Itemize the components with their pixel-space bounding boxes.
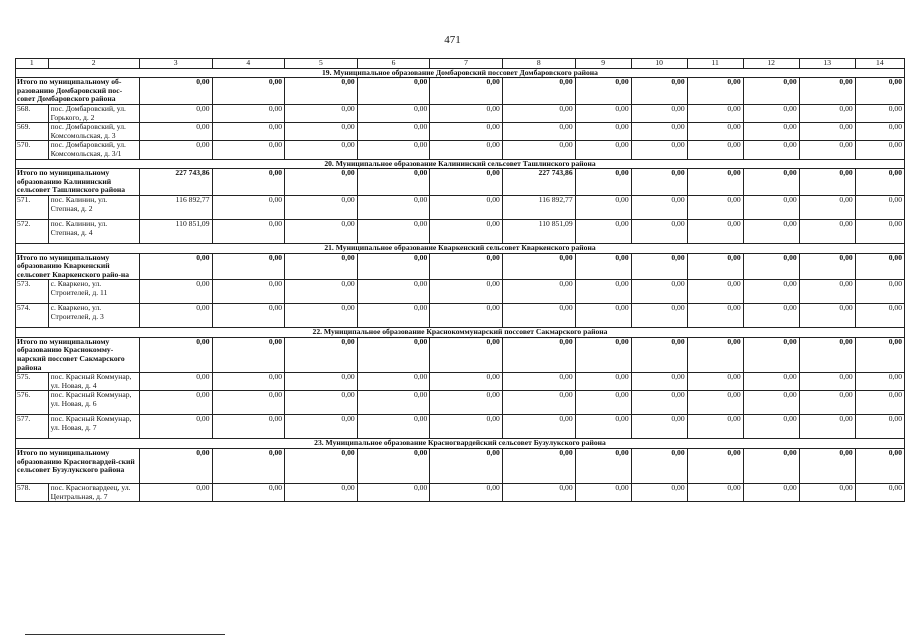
header-cell: 13 <box>799 59 855 69</box>
total-value: 0,00 <box>357 449 430 484</box>
row-value: 0,00 <box>430 195 503 219</box>
row-value: 0,00 <box>139 304 212 328</box>
row-value: 0,00 <box>212 195 285 219</box>
total-row <box>16 449 905 484</box>
total-value: 0,00 <box>430 253 503 280</box>
section-title: 19. Муниципальное образование Домбаровский поссовет Домбаровского района <box>16 68 905 78</box>
row-value: 0,00 <box>430 104 503 122</box>
row-value: 0,00 <box>743 391 799 415</box>
table-row <box>16 280 905 304</box>
row-value: 0,00 <box>430 415 503 439</box>
row-address: пос. Калинин, ул. Степная, д. 2 <box>48 195 139 219</box>
row-value: 0,00 <box>139 104 212 122</box>
row-value: 0,00 <box>502 104 575 122</box>
row-value: 0,00 <box>855 123 904 141</box>
row-number: 570. <box>16 141 49 159</box>
row-value: 0,00 <box>212 104 285 122</box>
row-value: 0,00 <box>357 304 430 328</box>
section-title-row <box>16 243 905 253</box>
row-value: 0,00 <box>799 104 855 122</box>
total-value: 0,00 <box>285 337 358 372</box>
table-body <box>16 59 905 502</box>
row-value: 0,00 <box>575 104 631 122</box>
row-number: 569. <box>16 123 49 141</box>
total-label: Итого по муниципальному образованию Краснокомму-нарский поссовет Сакмарского района <box>16 337 140 372</box>
row-value: 0,00 <box>631 304 687 328</box>
table-row <box>16 304 905 328</box>
total-label: Итого по муниципальному образованию Калининский сельсовет Ташлинского района <box>16 169 140 196</box>
row-address: пос. Калинин, ул. Степная, д. 4 <box>48 219 139 243</box>
total-value: 0,00 <box>799 337 855 372</box>
total-value: 0,00 <box>687 169 743 196</box>
table-row <box>16 141 905 159</box>
section-title: 21. Муниципальное образование Кваркенский сельсовет Кваркенского района <box>16 243 905 253</box>
row-value: 0,00 <box>285 280 358 304</box>
row-value: 0,00 <box>357 391 430 415</box>
section-title-row <box>16 159 905 169</box>
row-value: 0,00 <box>285 415 358 439</box>
row-value: 0,00 <box>139 123 212 141</box>
header-cell: 6 <box>357 59 430 69</box>
row-value: 0,00 <box>212 484 285 502</box>
row-value: 0,00 <box>687 104 743 122</box>
row-value: 0,00 <box>575 373 631 391</box>
row-value: 0,00 <box>285 195 358 219</box>
row-number: 572. <box>16 219 49 243</box>
row-address: пос. Домбаровский, ул. Горького, д. 2 <box>48 104 139 122</box>
row-value: 0,00 <box>631 391 687 415</box>
row-value: 0,00 <box>799 141 855 159</box>
row-value: 0,00 <box>743 280 799 304</box>
total-value: 0,00 <box>799 169 855 196</box>
total-value: 0,00 <box>855 169 904 196</box>
total-value: 0,00 <box>855 449 904 484</box>
table-row <box>16 104 905 122</box>
total-value: 0,00 <box>575 337 631 372</box>
header-cell: 14 <box>855 59 904 69</box>
row-value: 0,00 <box>575 219 631 243</box>
total-value: 0,00 <box>139 337 212 372</box>
row-number: 574. <box>16 304 49 328</box>
row-value: 0,00 <box>743 219 799 243</box>
header-cell: 9 <box>575 59 631 69</box>
row-value: 0,00 <box>502 123 575 141</box>
total-value: 227 743,86 <box>139 169 212 196</box>
total-value: 0,00 <box>502 253 575 280</box>
header-cell: 12 <box>743 59 799 69</box>
total-value: 0,00 <box>855 253 904 280</box>
row-number: 576. <box>16 391 49 415</box>
row-value: 0,00 <box>575 415 631 439</box>
total-value: 0,00 <box>139 449 212 484</box>
section-title-row <box>16 328 905 338</box>
row-value: 0,00 <box>575 280 631 304</box>
row-value: 110 851,09 <box>502 219 575 243</box>
row-value: 0,00 <box>285 391 358 415</box>
row-value: 0,00 <box>631 104 687 122</box>
total-value: 0,00 <box>502 78 575 105</box>
total-value: 0,00 <box>212 78 285 105</box>
total-value: 0,00 <box>855 337 904 372</box>
row-value: 0,00 <box>687 373 743 391</box>
row-value: 0,00 <box>285 484 358 502</box>
row-value: 0,00 <box>799 415 855 439</box>
total-value: 0,00 <box>285 169 358 196</box>
row-number: 575. <box>16 373 49 391</box>
total-value: 0,00 <box>430 78 503 105</box>
total-value: 0,00 <box>631 449 687 484</box>
row-value: 0,00 <box>631 219 687 243</box>
total-value: 0,00 <box>575 169 631 196</box>
total-value: 0,00 <box>631 253 687 280</box>
header-cell: 3 <box>139 59 212 69</box>
row-value: 116 892,77 <box>502 195 575 219</box>
row-value: 0,00 <box>799 280 855 304</box>
total-value: 0,00 <box>631 169 687 196</box>
total-value: 0,00 <box>357 78 430 105</box>
table-row <box>16 195 905 219</box>
row-value: 0,00 <box>139 141 212 159</box>
row-value: 0,00 <box>357 280 430 304</box>
table-row <box>16 415 905 439</box>
total-value: 0,00 <box>285 449 358 484</box>
header-cell: 8 <box>502 59 575 69</box>
total-value: 227 743,86 <box>502 169 575 196</box>
row-value: 0,00 <box>357 219 430 243</box>
total-label: Итого по муниципальному образованию Кваркенский сельсовет Кваркенского райо-на <box>16 253 140 280</box>
section-title: 22. Муниципальное образование Краснокоммунарский поссовет Сакмарского района <box>16 328 905 338</box>
page-number: 471 <box>444 34 461 46</box>
row-value: 0,00 <box>687 280 743 304</box>
total-value: 0,00 <box>743 337 799 372</box>
row-value: 0,00 <box>687 123 743 141</box>
total-label: Итого по муниципальному образованию Красногвардей-ский сельсовет Бузулукского района <box>16 449 140 484</box>
total-value: 0,00 <box>430 449 503 484</box>
row-value: 0,00 <box>139 415 212 439</box>
row-value: 0,00 <box>631 373 687 391</box>
row-value: 0,00 <box>799 195 855 219</box>
row-value: 0,00 <box>430 219 503 243</box>
total-row <box>16 78 905 105</box>
row-value: 0,00 <box>743 141 799 159</box>
row-value: 0,00 <box>357 141 430 159</box>
row-value: 0,00 <box>631 484 687 502</box>
row-address: пос. Домбаровский, ул. Комсомольская, д. 3 <box>48 123 139 141</box>
row-value: 0,00 <box>212 415 285 439</box>
row-value: 0,00 <box>743 104 799 122</box>
row-value: 116 892,77 <box>139 195 212 219</box>
row-value: 0,00 <box>357 195 430 219</box>
row-value: 0,00 <box>430 373 503 391</box>
row-value: 0,00 <box>855 141 904 159</box>
row-value: 0,00 <box>285 304 358 328</box>
row-value: 0,00 <box>743 484 799 502</box>
section-title-row <box>16 68 905 78</box>
total-value: 0,00 <box>631 337 687 372</box>
table-row <box>16 219 905 243</box>
total-value: 0,00 <box>139 253 212 280</box>
total-value: 0,00 <box>743 449 799 484</box>
row-value: 0,00 <box>285 219 358 243</box>
total-value: 0,00 <box>430 169 503 196</box>
row-value: 0,00 <box>139 280 212 304</box>
row-value: 0,00 <box>855 484 904 502</box>
row-value: 0,00 <box>212 280 285 304</box>
row-value: 0,00 <box>575 484 631 502</box>
total-value: 0,00 <box>212 253 285 280</box>
row-value: 0,00 <box>139 373 212 391</box>
row-value: 0,00 <box>575 195 631 219</box>
total-value: 0,00 <box>212 169 285 196</box>
table-row <box>16 373 905 391</box>
total-value: 0,00 <box>855 78 904 105</box>
row-value: 0,00 <box>430 280 503 304</box>
row-value: 0,00 <box>212 123 285 141</box>
row-value: 0,00 <box>855 195 904 219</box>
row-value: 0,00 <box>743 123 799 141</box>
row-value: 0,00 <box>855 280 904 304</box>
row-value: 0,00 <box>430 304 503 328</box>
row-number: 578. <box>16 484 49 502</box>
row-value: 0,00 <box>743 373 799 391</box>
row-value: 0,00 <box>502 304 575 328</box>
row-value: 0,00 <box>285 141 358 159</box>
row-value: 0,00 <box>285 123 358 141</box>
row-value: 0,00 <box>357 373 430 391</box>
row-value: 0,00 <box>357 415 430 439</box>
row-value: 0,00 <box>430 141 503 159</box>
total-value: 0,00 <box>799 449 855 484</box>
total-value: 0,00 <box>357 253 430 280</box>
row-value: 0,00 <box>430 123 503 141</box>
row-value: 0,00 <box>631 280 687 304</box>
row-value: 0,00 <box>799 219 855 243</box>
data-table <box>15 58 905 502</box>
total-value: 0,00 <box>357 337 430 372</box>
row-address: пос. Красный Коммунар, ул. Новая, д. 6 <box>48 391 139 415</box>
row-value: 0,00 <box>855 373 904 391</box>
total-row <box>16 253 905 280</box>
row-value: 0,00 <box>687 141 743 159</box>
row-value: 0,00 <box>687 195 743 219</box>
header-cell: 7 <box>430 59 503 69</box>
total-value: 0,00 <box>743 253 799 280</box>
row-value: 0,00 <box>502 373 575 391</box>
row-value: 0,00 <box>799 391 855 415</box>
header-cell: 5 <box>285 59 358 69</box>
total-value: 0,00 <box>743 169 799 196</box>
total-value: 0,00 <box>687 337 743 372</box>
row-value: 0,00 <box>687 219 743 243</box>
row-value: 0,00 <box>212 141 285 159</box>
row-value: 0,00 <box>575 123 631 141</box>
total-value: 0,00 <box>799 78 855 105</box>
row-value: 0,00 <box>139 391 212 415</box>
row-value: 0,00 <box>855 104 904 122</box>
row-number: 568. <box>16 104 49 122</box>
total-value: 0,00 <box>743 78 799 105</box>
section-title: 23. Муниципальное образование Красногвардейский сельсовет Бузулукского района <box>16 439 905 449</box>
total-row <box>16 169 905 196</box>
table-row <box>16 484 905 502</box>
footer-divider <box>25 634 225 635</box>
row-value: 0,00 <box>357 123 430 141</box>
row-value: 0,00 <box>631 141 687 159</box>
row-value: 0,00 <box>285 104 358 122</box>
total-value: 0,00 <box>575 253 631 280</box>
total-value: 0,00 <box>430 337 503 372</box>
header-cell: 11 <box>687 59 743 69</box>
row-value: 0,00 <box>502 484 575 502</box>
row-number: 571. <box>16 195 49 219</box>
total-value: 0,00 <box>285 253 358 280</box>
table-row <box>16 123 905 141</box>
row-number: 573. <box>16 280 49 304</box>
row-value: 0,00 <box>855 391 904 415</box>
total-value: 0,00 <box>687 449 743 484</box>
row-value: 0,00 <box>212 304 285 328</box>
header-cell: 10 <box>631 59 687 69</box>
row-value: 0,00 <box>855 415 904 439</box>
row-value: 0,00 <box>799 484 855 502</box>
section-title-row <box>16 439 905 449</box>
total-value: 0,00 <box>212 337 285 372</box>
total-value: 0,00 <box>285 78 358 105</box>
row-address: с. Кваркено, ул. Строителей, д. 3 <box>48 304 139 328</box>
total-value: 0,00 <box>687 253 743 280</box>
row-address: пос. Красный Коммунар, ул. Новая, д. 7 <box>48 415 139 439</box>
row-value: 0,00 <box>285 373 358 391</box>
total-value: 0,00 <box>687 78 743 105</box>
header-row <box>16 59 905 69</box>
total-value: 0,00 <box>139 78 212 105</box>
row-value: 0,00 <box>502 415 575 439</box>
row-value: 0,00 <box>799 304 855 328</box>
total-value: 0,00 <box>212 449 285 484</box>
total-value: 0,00 <box>799 253 855 280</box>
row-value: 0,00 <box>631 195 687 219</box>
row-value: 0,00 <box>631 415 687 439</box>
row-value: 0,00 <box>855 304 904 328</box>
total-value: 0,00 <box>575 449 631 484</box>
total-label: Итого по муниципальному об-разованию Домбаровский пос-совет Домбаровского района <box>16 78 140 105</box>
header-cell: 1 <box>16 59 49 69</box>
row-value: 110 851,09 <box>139 219 212 243</box>
row-value: 0,00 <box>799 123 855 141</box>
row-value: 0,00 <box>575 304 631 328</box>
row-value: 0,00 <box>799 373 855 391</box>
total-value: 0,00 <box>502 449 575 484</box>
row-value: 0,00 <box>743 415 799 439</box>
row-value: 0,00 <box>687 415 743 439</box>
row-value: 0,00 <box>212 219 285 243</box>
row-value: 0,00 <box>212 391 285 415</box>
row-value: 0,00 <box>687 391 743 415</box>
row-address: пос. Красногвардеец, ул. Центральная, д. 7 <box>48 484 139 502</box>
row-address: пос. Красный Коммунар, ул. Новая, д. 4 <box>48 373 139 391</box>
row-value: 0,00 <box>743 195 799 219</box>
row-value: 0,00 <box>357 104 430 122</box>
total-value: 0,00 <box>631 78 687 105</box>
row-value: 0,00 <box>502 141 575 159</box>
row-value: 0,00 <box>575 141 631 159</box>
row-address: пос. Домбаровский, ул. Комсомольская, д. 3/1 <box>48 141 139 159</box>
row-value: 0,00 <box>855 219 904 243</box>
section-title: 20. Муниципальное образование Калининский сельсовет Ташлинского района <box>16 159 905 169</box>
table-row <box>16 391 905 415</box>
row-address: с. Кваркено, ул. Строителей, д. 11 <box>48 280 139 304</box>
row-value: 0,00 <box>212 373 285 391</box>
row-value: 0,00 <box>430 484 503 502</box>
row-value: 0,00 <box>430 391 503 415</box>
row-value: 0,00 <box>357 484 430 502</box>
row-value: 0,00 <box>502 391 575 415</box>
row-value: 0,00 <box>687 304 743 328</box>
header-cell: 2 <box>48 59 139 69</box>
row-value: 0,00 <box>743 304 799 328</box>
row-value: 0,00 <box>139 484 212 502</box>
row-value: 0,00 <box>687 484 743 502</box>
row-value: 0,00 <box>502 280 575 304</box>
row-value: 0,00 <box>575 391 631 415</box>
header-cell: 4 <box>212 59 285 69</box>
total-value: 0,00 <box>502 337 575 372</box>
total-value: 0,00 <box>575 78 631 105</box>
total-row <box>16 337 905 372</box>
row-value: 0,00 <box>631 123 687 141</box>
total-value: 0,00 <box>357 169 430 196</box>
row-number: 577. <box>16 415 49 439</box>
